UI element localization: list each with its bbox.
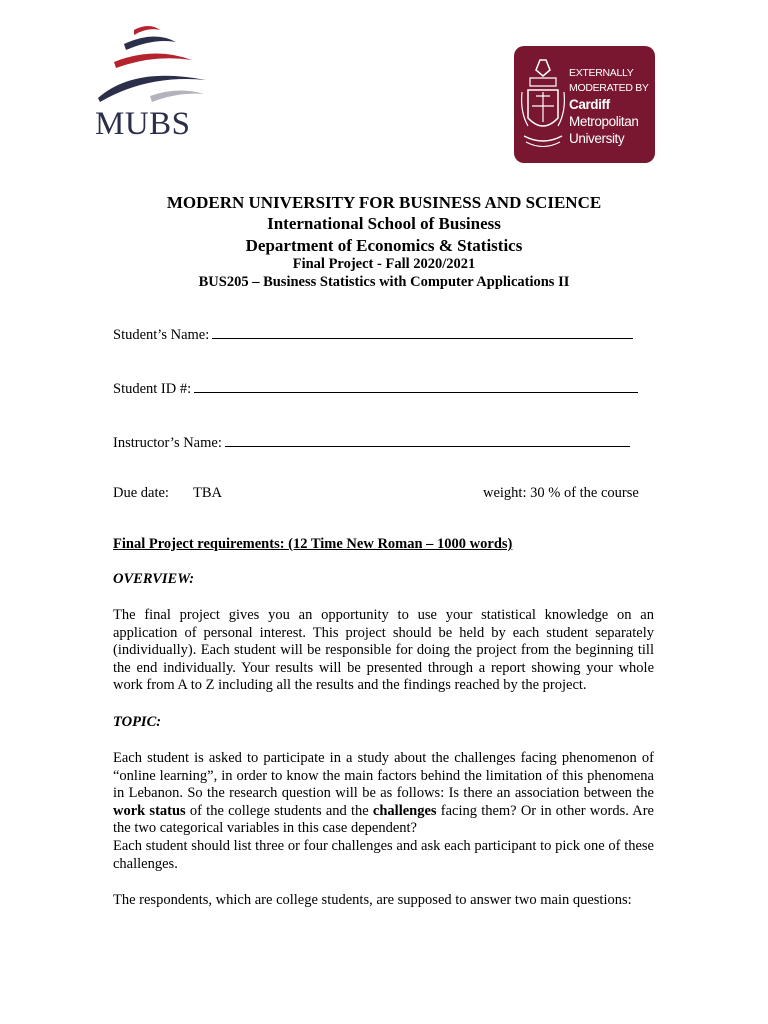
badge-line-3: Cardiff — [569, 97, 610, 112]
cardiff-moderation-badge — [514, 46, 655, 163]
stripe-5 — [150, 90, 204, 102]
mubs-logo — [94, 24, 212, 144]
university-title: MODERN UNIVERSITY FOR BUSINESS AND SCIENCE — [166, 193, 602, 212]
badge-line-4: Metropolitan — [569, 114, 639, 129]
school-title: International School of Business — [267, 214, 501, 233]
student-id-label: Student ID #: — [113, 381, 192, 397]
topic-paragraph-1 — [113, 750, 654, 838]
stripe-2 — [124, 36, 176, 50]
student-name-field — [113, 326, 633, 344]
due-date-value: TBA — [193, 485, 222, 501]
topic-paragraph-3 — [113, 892, 654, 910]
mubs-wordmark: MUBS — [95, 106, 191, 142]
student-name-label: Student’s Name: — [113, 327, 210, 343]
department-title: Department of Economics & Statistics — [245, 236, 523, 255]
instructor-name-blank[interactable] — [225, 434, 630, 447]
instructor-name-field — [113, 434, 630, 452]
badge-line-1: EXTERNALLY — [569, 67, 634, 79]
stripe-1 — [134, 26, 160, 35]
stripe-3 — [114, 53, 192, 68]
topic-text-2: Each student should list three or four challenges and ask each participant to pick one of these challenges. — [113, 838, 654, 872]
student-name-blank[interactable] — [212, 326, 633, 339]
due-date-label: Due date: — [113, 485, 169, 501]
work-status-term: work status — [113, 802, 186, 819]
overview-text: The final project gives you an opportunity to use your statistical knowledge on an application of personal interest. This project should be held by each student separately (individually). Each student will be responsible for doing the project from the beginning till the end individually. Your results will be presented through a report showing your whole work from A to Z including all the results and the findings reached by the project. — [113, 607, 654, 694]
overview-paragraph — [113, 607, 654, 695]
challenges-term: challenges — [372, 802, 437, 819]
mubs-logo-stripes — [94, 24, 212, 104]
weight-text: weight: 30 % of the course — [483, 485, 639, 501]
topic-heading: TOPIC: — [113, 714, 162, 730]
overview-heading: OVERVIEW: — [113, 571, 195, 587]
topic-text-3: The respondents, which are college students, are supposed to answer two main questions: — [113, 892, 632, 908]
project-title: Final Project - Fall 2020/2021 — [292, 256, 476, 272]
topic-text-1: Each student is asked to participate in a study about the challenges facing phenomenon of “online learning”, in order to know the main factors behind the limitation of this phenomena in Lebanon. So the research question will be as follows: Is there an association between the work status of the college students and the challenges facing them? Or in other words. Are the two categorical variables in this case dependent? — [113, 750, 654, 837]
crest-icon — [518, 56, 568, 154]
course-title: BUS205 – Business Statistics with Computer Applications II — [198, 274, 570, 290]
student-id-field — [113, 380, 638, 398]
badge-line-2: MODERATED BY — [569, 82, 649, 94]
student-id-blank[interactable] — [194, 380, 638, 393]
topic-paragraph-2 — [113, 838, 654, 873]
instructor-name-label: Instructor’s Name: — [113, 435, 222, 451]
requirements-heading: Final Project requirements: (12 Time New Roman – 1000 words) — [113, 536, 513, 552]
badge-line-5: University — [569, 131, 625, 146]
